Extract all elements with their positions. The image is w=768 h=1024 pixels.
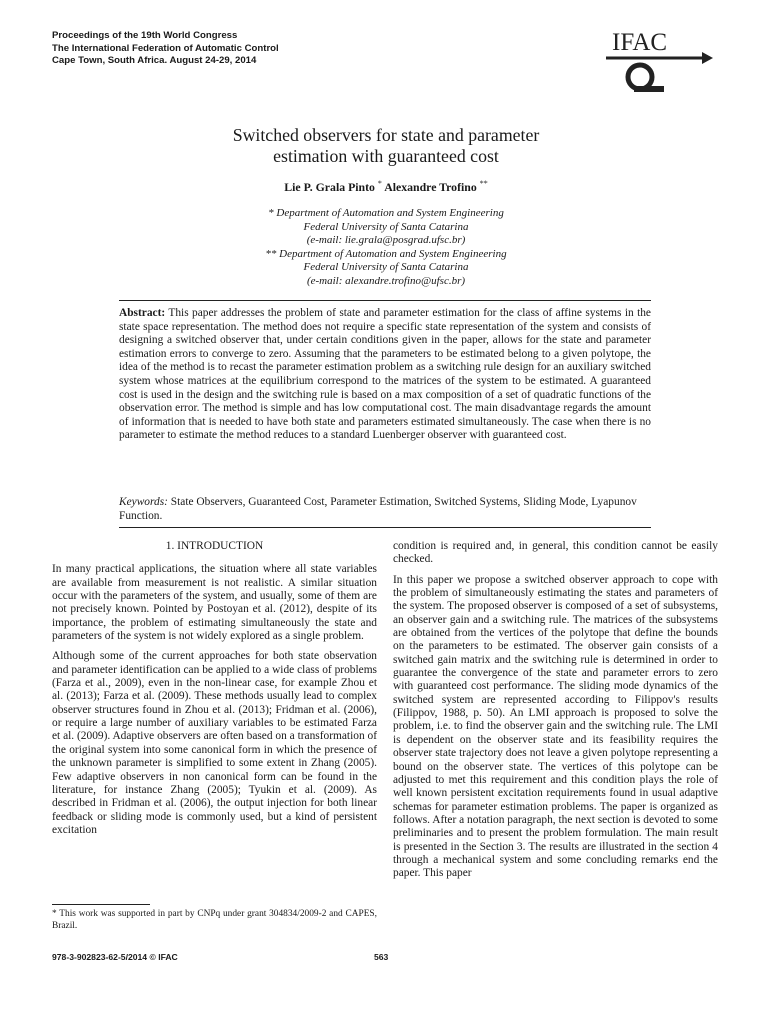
keywords (119, 496, 651, 523)
paper-title (120, 125, 652, 167)
footnote: * This work was supported in part by CNPq under grant 304834/2009-2 and CAPES, Brazil. (52, 909, 377, 931)
author-list (120, 179, 652, 195)
ifac-logo (604, 24, 714, 104)
abstract-label: Abstract: (119, 307, 166, 319)
affiliation-line: * Department of Automation and System Engineering (268, 207, 504, 219)
affiliation-line: (e-mail: alexandre.trofino@ufsc.br) (306, 274, 466, 287)
proceedings-header (52, 30, 279, 68)
title-line-1: Switched observers for state and parameter (232, 125, 540, 145)
abstract-top-rule (119, 300, 651, 301)
paragraph: In this paper we propose a switched observer approach to cope with the problem of simultaneously estimating the states and parameters of the system. The proposed observer is composed of a set of subsystems, an observer gain and a switching rule. The matrices of the subsystems are obtained from the vertices of the polytope that define the bounds on the parameters to be estimated. The observer gain consists of a switched gain matrix and the switching rule is determined in order to guarantee the convergence of the state and parameter errors to zero with guaranteed cost performance. The sliding mode dynamics of the switched system are represented according to Filippov's results (Filippov, 1988, p. 50). An LMI approach is proposed to solve the problem, i.e. to find the observer gain and the switching rule. The LMI is dependent on the observer state and its feasibility requires the observer state trajectory does not leave a given polytope representing a bound on the observer state. The vertices of this polytope can be adjusted to met this requirement and this condition plays the role of well known persistent excitation requirements found in usual adaptive schemas for parameter estimation problems. The paper is organized as follows. After a notation paragraph, the next section is devoted to some preliminaries and to present the problem formulation. The main result is presented in the Section 3. The results are illustrated in the section 4 through a mechanical system and some concluding remarks end the paper. This paper (393, 573, 718, 880)
affiliation-line: Federal University of Santa Catarina (303, 220, 469, 233)
author-2-mark: ** (479, 179, 488, 188)
abstract (119, 307, 651, 443)
page-number: 563 (374, 952, 389, 962)
paragraph: Although some of the current approaches for both state observation and parameter identification can be applied to a wide class of problems (Farza et al., 2009), even in the non-linear case, for example Zhou et al. (2013); Farza et al. (2009). These methods usually lead to complex observer structures found in Zhou et al. (2013); Fridman et al. (2006), or require a large number of auxiliary variables to be estimated Farza et al. (2009). Adaptive observers are often based on a transformation of the original system into some canonical form in which the presence of the unknown parameter is simplified to some extent in Zhang (2005). Few adaptive observers in non canonical form can be found in the literature, for instance Zhang (2005); Tyukin et al. (2009). As described in Fridman et al. (2006), the output injection for both linear feedback or sliding mode is commonly used, but a kind of persistent excitation (52, 650, 377, 836)
affiliation-line: ** Department of Automation and System Engineering (265, 247, 507, 260)
paragraph: In many practical applications, the situation where all state variables are available from measurement is not realistic. A similar situation occur with the parameters of the system, and usually, some of them are not precisely known. Pointed by Postoyan et al. (2012), despite of its importance, the problem of estimating simultaneously the state and parameters of the system is not widely explored as a single problem. (52, 563, 377, 643)
ifac-logo-text: IFAC (612, 29, 668, 56)
header-line-1: Proceedings of the 19th World Congress (52, 30, 238, 41)
header-line-3: Cape Town, South Africa. August 24-29, 2014 (52, 55, 257, 66)
paragraph: condition is required and, in general, this condition cannot be easily checked. (393, 540, 718, 566)
isbn-footer: 978-3-902823-62-5/2014 © IFAC (52, 952, 178, 962)
affiliations (120, 207, 652, 289)
keywords-text: State Observers, Guaranteed Cost, Parameter Estimation, Switched Systems, Sliding Mode, Lyapunov Function. (119, 496, 637, 522)
right-column (393, 540, 718, 888)
affiliation-line: (e-mail: lie.grala@posgrad.ufsc.br) (306, 234, 466, 247)
affiliation-line: Federal University of Santa Catarina (303, 261, 469, 274)
footnote-rule (52, 904, 150, 905)
title-line-2: estimation with guaranteed cost (273, 146, 499, 166)
keywords-label: Keywords: (119, 496, 168, 508)
left-column (52, 540, 377, 844)
abstract-text: This paper addresses the problem of state and parameter estimation for the class of affine systems in the state space representation. The method does not require a specific state representation of the system and consists of designing a switched observer that, under certain conditions given in the paper, allows for the state and parameter estimation errors to converge to zero. Assuming that the parameters to be estimated belong to a given polytope, the idea of the method is to recast the parameter estimation problem as a switching rule design for an auxiliary switched system whose matrices at the equilibrium correspond to the matrices of the system to be estimated. A guaranteed cost is used in the design and the switching rule is based on a max composition of a set of quadratic functions of the observation error. The method is simple and has low computational cost. The main disadvantage regards the amount of information that is needed to have both state and parameters estimated simultaneously. The case when there is no parameter to estimate the method reduces to a standard Luenberger observer with guaranteed cost. (119, 307, 651, 442)
author-1: Lie P. Grala Pinto (284, 179, 375, 194)
author-1-mark: * (377, 179, 382, 188)
author-2: Alexandre Trofino (384, 179, 477, 194)
header-line-2: The International Federation of Automatic Control (52, 42, 279, 54)
keywords-bottom-rule (119, 527, 651, 528)
section-heading: 1. INTRODUCTION (165, 540, 264, 552)
